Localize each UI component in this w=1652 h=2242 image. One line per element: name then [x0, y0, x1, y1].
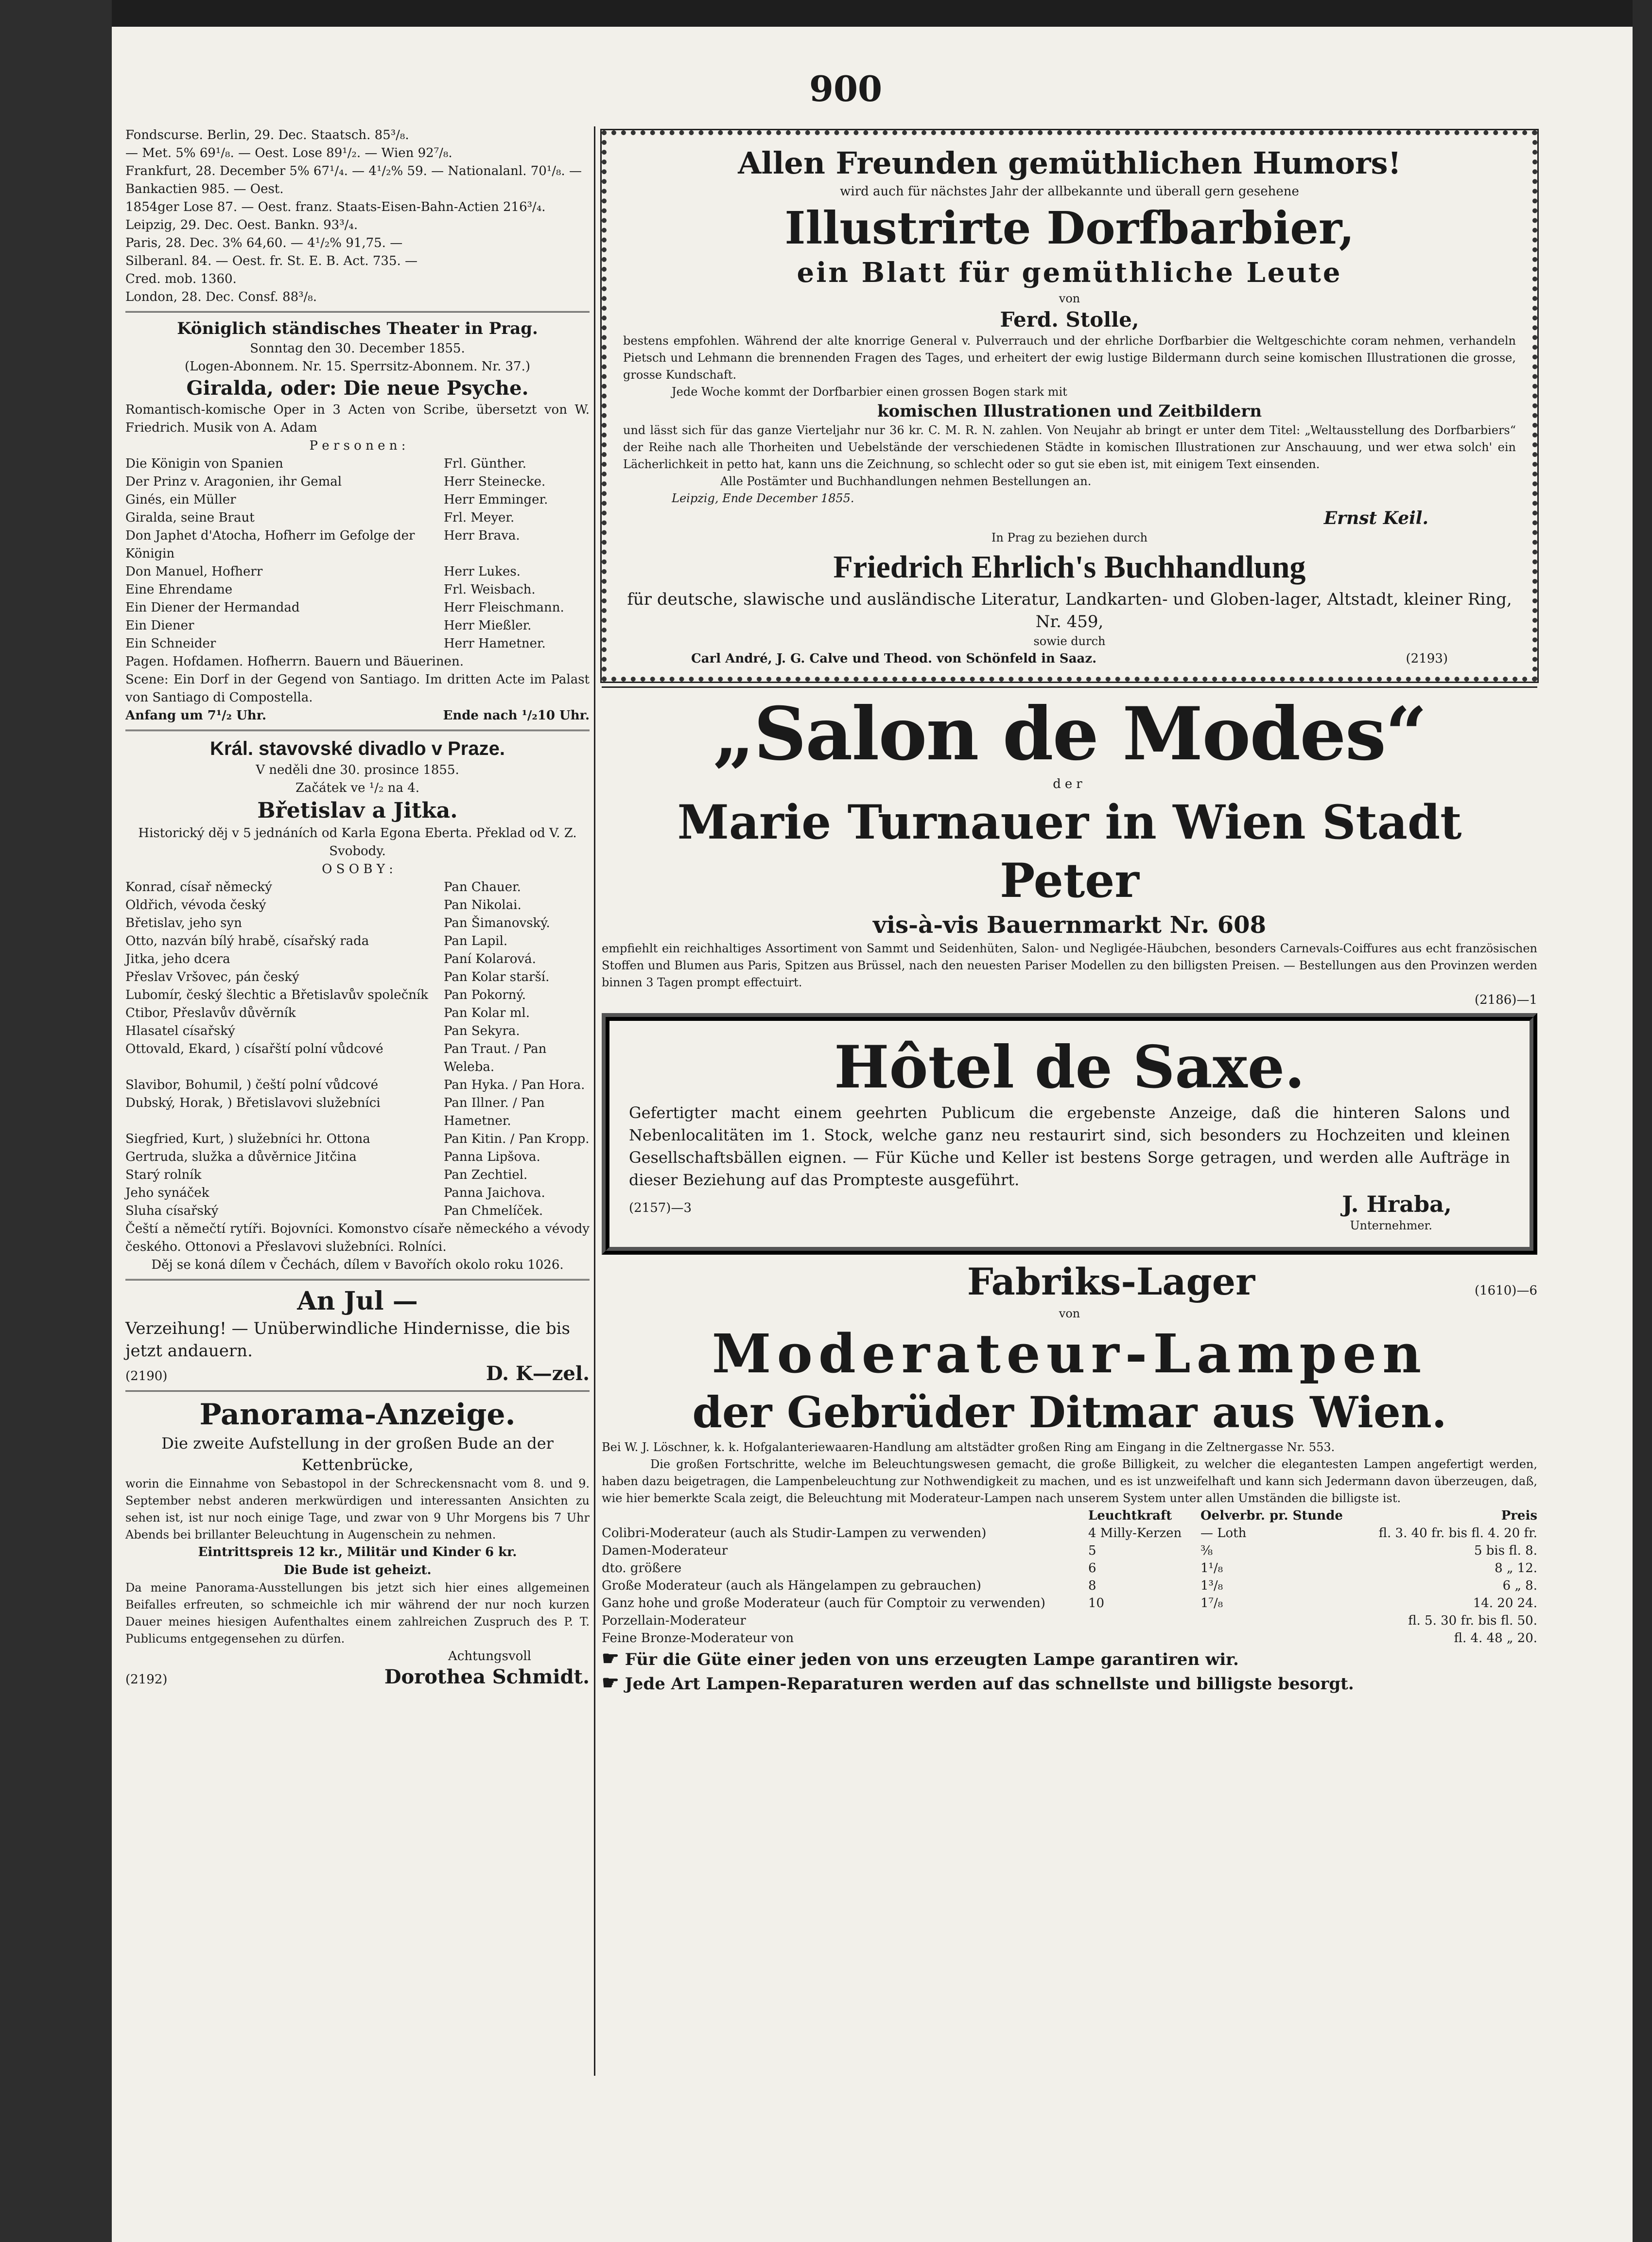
- cast-role: Ein Schneider: [125, 636, 216, 651]
- ad-text: Da meine Panorama-Ausstellungen bis jetzt sich hier eines allgemeinen Beifalles erfreuten, so schmeichle ich mir während der nur noch kurzen Dauer meines hiesigen Aufenthaltes einem zahlreichen Zuspruch des P. T. Publicums entgegensehen zu dürfen.: [125, 1581, 590, 1646]
- scan-edge-right: [1633, 0, 1652, 2242]
- lamp-name: Colibri-Moderateur (auch als Studir-Lampen zu verwenden): [602, 1526, 987, 1541]
- cast-row: [125, 1130, 590, 1148]
- play-title: Giralda, oder: Die neue Psyche.: [186, 377, 529, 400]
- cast-role: Siegfried, Kurt, ) služebníci hr. Ottona: [125, 1132, 370, 1146]
- lamp-light: [1088, 1629, 1200, 1647]
- fonds-courses: [125, 126, 590, 306]
- lamp-price: fl. 5. 30 fr. bis fl. 50.: [1408, 1613, 1537, 1628]
- page-number: 900: [809, 68, 883, 109]
- right-column: [602, 126, 1537, 1696]
- extras: Pagen. Hofdamen. Hofherrn. Bauern und Bäuerinen.: [125, 654, 464, 669]
- left-column: [125, 126, 590, 1689]
- cast-row: [125, 1076, 590, 1094]
- end-time: Ende nach ¹/₂10 Uhr.: [443, 708, 590, 723]
- cast-actor: Pan Kitin. / Pan Kropp.: [444, 1132, 590, 1146]
- cast-role: Lubomír, český šlechtic a Břetislavův společník: [125, 988, 429, 1002]
- von-label: von: [1059, 292, 1080, 305]
- lamp-light: 6: [1088, 1561, 1096, 1576]
- cast-role: Jeho synáček: [125, 1186, 209, 1200]
- table-row: [602, 1629, 1537, 1647]
- cast-row: [125, 1022, 590, 1040]
- cast-row: [125, 896, 590, 914]
- hotel-de-saxe-ad: [602, 1013, 1537, 1255]
- cast-row: [125, 563, 590, 581]
- column-divider: [594, 126, 595, 2076]
- cast-role: Hlasatel císařský: [125, 1024, 235, 1038]
- lamp-name: Ganz hohe und große Moderateur (auch für Comptoir zu verwenden): [602, 1596, 1045, 1611]
- entry-price: Eintrittspreis 12 kr., Militär und Kinder 6 kr.: [198, 1545, 517, 1559]
- signature: Ernst Keil.: [1323, 508, 1428, 528]
- theater-date: Sonntag den 30. December 1855.: [250, 341, 465, 356]
- signature: Dorothea Schmidt.: [384, 1665, 590, 1688]
- cast-role: Giralda, seine Braut: [125, 510, 255, 525]
- cast-role: Eine Ehrendame: [125, 582, 233, 597]
- scene: Scene: Ein Dorf in der Gegend von Santiago. Im dritten Acte im Palast von Santiago di Compostella.: [125, 672, 590, 705]
- cast-row: [125, 968, 590, 986]
- cast-role: Jitka, jeho dcera: [125, 952, 230, 966]
- ad-header: [602, 1259, 1537, 1305]
- fonds-line: — Met. 5% 69¹/₈. — Oest. Lose 89¹/₂. — Wien 92⁷/₈.: [125, 146, 452, 160]
- cast-actor: Herr Fleischmann.: [444, 600, 564, 615]
- cast-row: [125, 950, 590, 968]
- note-text: Jede Art Lampen-Reparaturen werden auf das schnellste und billigste besorgt.: [625, 1674, 1354, 1694]
- theater-date: V neděli dne 30. prosince 1855.: [256, 763, 459, 777]
- ad-title: Illustrirte Dorfbarbier,: [784, 202, 1355, 254]
- pointing-hand-icon: ☛: [602, 1647, 619, 1670]
- place: Děj se koná dílem v Čechách, dílem v Bavořích okolo roku 1026.: [151, 1258, 564, 1272]
- ad-sub: wird auch für nächstes Jahr der allbekannte und überall gern gesehene: [840, 184, 1299, 199]
- cast-actor: Paní Kolarová.: [444, 952, 536, 966]
- lamp-oil: — Loth: [1200, 1526, 1247, 1541]
- cast-actor: Herr Hametner.: [444, 636, 546, 651]
- signature: D. K—zel.: [486, 1362, 590, 1385]
- cast-actor: Pan Zechtiel.: [444, 1168, 528, 1182]
- lamp-light: 10: [1088, 1596, 1105, 1611]
- ad-lead: Die zweite Aufstellung in der großen Bude an der Kettenbrücke,: [161, 1434, 554, 1474]
- cast-role: Ottovald, Ekard, ) císařští polní vůdcové: [125, 1042, 383, 1056]
- col-header: Preis: [1501, 1508, 1537, 1523]
- lamp-oil: [1200, 1612, 1350, 1629]
- fonds-line: Leipzig, 29. Dec. Oest. Bankn. 93³/₄.: [125, 218, 358, 232]
- bookshop-desc: für deutsche, slawische und ausländische Literatur, Landkarten- und Globen-lager, Altstadt, kleiner Ring, Nr. 459,: [627, 590, 1512, 631]
- section-rule: [602, 686, 1537, 688]
- salon-de-modes-ad: [602, 693, 1537, 1009]
- lamp-price: 6 „ 8.: [1502, 1578, 1537, 1593]
- guarantee-note: [602, 1647, 1537, 1671]
- cast-actor: Herr Lukes.: [444, 564, 521, 579]
- lamp-oil: 1¹/₈: [1200, 1561, 1223, 1576]
- cast-actor: Pan Pokorný.: [444, 988, 526, 1002]
- cast-role: Der Prinz v. Aragonien, ihr Gemal: [125, 474, 342, 489]
- cast-row: [125, 932, 590, 950]
- cast-role: Otto, nazván bílý hrabě, císařský rada: [125, 934, 369, 948]
- lamp-oil: 1⁷/₈: [1200, 1596, 1223, 1611]
- ad-footer: [623, 650, 1516, 668]
- cast-row: [125, 617, 590, 635]
- lamp-price: 14. 20 24.: [1473, 1596, 1537, 1611]
- cast-row: [125, 599, 590, 617]
- ref-number: (2186)—1: [1475, 993, 1537, 1007]
- section-rule: [125, 1279, 590, 1280]
- dorfbarbier-ad: [602, 130, 1537, 682]
- cast-actor: Panna Jaichova.: [444, 1186, 545, 1200]
- lamp-light: 4 Milly-Kerzen: [1088, 1526, 1182, 1541]
- cast-role: Dubský, Horak, ) Břetislavovi služebníci: [125, 1096, 381, 1110]
- lamp-name: Feine Bronze-Moderateur von: [602, 1631, 794, 1646]
- ad-text: bestens empfohlen. Während der alte knorrige General v. Pulverrauch und der ehrliche Dorfbarbier die Weltgeschichte coram nehmen, verhandeln Pietsch und Lehmann die brennenden Fragen des Tages, und erheitert der ewig lustige Bildermann durch seine komischen Illustrationen die grosse, grosse Kundschaft.: [623, 334, 1516, 382]
- cast-role: Ctibor, Přeslavův důvěrník: [125, 1006, 296, 1020]
- cast-actor: Pan Šimanovský.: [444, 916, 550, 930]
- theater-abo: (Logen-Abonnem. Nr. 15. Sperrsitz-Abonnem. Nr. 37.): [185, 359, 530, 374]
- table-row: [602, 1559, 1537, 1577]
- von-label: von: [1059, 1307, 1080, 1320]
- theater-czech: [125, 736, 590, 1274]
- ad-text: empfiehlt ein reichhaltiges Assortiment von Sammt und Seidenhüten, Salon- und Negligée-Häubchen, besonders Carnevals-Coiffures aus echt französischen Stoffen und Blumen aus Paris, Spitzen aus Brüssel, nach den neuesten Pariser Modellen zu den billigsten Preisen. — Bestellungen aus den Provinzen werden binnen 3 Tagen prompt effectuirt.: [602, 942, 1537, 989]
- cast-role: Gertruda, služka a důvěrnice Jitčina: [125, 1150, 357, 1164]
- cast-row: [125, 455, 590, 473]
- cast-actor: Pan Chmelíček.: [444, 1204, 543, 1218]
- cast-actor: Pan Illner. / Pan Hametner.: [444, 1096, 545, 1128]
- cast-row: [125, 491, 590, 509]
- sowie-label: sowie durch: [1033, 634, 1106, 648]
- ad-title: Fabriks-Lager: [967, 1260, 1255, 1303]
- cast-role: Ein Diener: [125, 618, 194, 633]
- cast-actor: Herr Brava.: [444, 528, 520, 543]
- fonds-line: Paris, 28. Dec. 3% 64,60. — 4¹/₂% 91,75. —: [125, 236, 403, 250]
- address: vis-à-vis Bauernmarkt Nr. 608: [873, 911, 1266, 939]
- ad-text: und lässt sich für das ganze Vierteljahr nur 36 kr. C. M. R. N. zahlen. Von Neujahr ab bringt er unter dem Titel: „Weltausstellung des Dorfbarbiers“ der Reihe nach alle Thorheiten und Uebelstände der verschiedenen Städte in komischen Illustrationen zur Anschauung, und wer etwa solch' ein Lächerlichkeit in petto hat, kann uns die Zeichnung, so schlecht oder so gut sie eben ist, mit einigem Text einsenden.: [623, 423, 1516, 471]
- ref-number: (1610)—6: [1475, 1283, 1537, 1298]
- theater-german: [125, 317, 590, 725]
- ad-title: Hôtel de Saxe.: [834, 1033, 1305, 1102]
- cast-actor: Pan Kolar starší.: [444, 970, 550, 984]
- theater-title: Král. stavovské divadlo v Praze.: [210, 738, 505, 759]
- cast-role: Starý rolník: [125, 1168, 202, 1182]
- cast-row: [125, 527, 590, 563]
- col-header: Oelverbr. pr. Stunde: [1200, 1508, 1343, 1523]
- cast-row: [125, 914, 590, 932]
- lamp-name: dto. größere: [602, 1561, 682, 1576]
- ad-text: worin die Einnahme von Sebastopol in der Schreckensnacht vom 8. und 9. September nebst anderen merkwürdigen und interessanten Ansichten zu sehen ist, ist nur noch einige Tage, und zwar von 9 Uhr Morgens bis 7 Uhr Abends bei brillanter Beleuchtung in Augenschein zu nehmen.: [125, 1477, 590, 1541]
- cast-row: [125, 581, 590, 599]
- repair-note: [602, 1671, 1537, 1696]
- pointing-hand-icon: ☛: [602, 1671, 619, 1694]
- notice-title: An Jul —: [297, 1286, 418, 1316]
- cast-row: [125, 473, 590, 491]
- lamp-light: 5: [1088, 1543, 1096, 1558]
- ad-text: Jede Woche kommt der Dorfbarbier einen grossen Bogen stark mit: [672, 385, 1067, 399]
- cast-actor: Pan Nikolai.: [444, 898, 522, 912]
- notice-an-jul: [125, 1285, 590, 1385]
- lamp-price: 5 bis fl. 8.: [1474, 1543, 1537, 1558]
- cast-actor: Pan Traut. / Pan Weleba.: [444, 1042, 547, 1074]
- cast-heading: P e r s o n e n :: [309, 438, 406, 453]
- cast-row: [125, 1094, 590, 1130]
- scan-edge-top: [0, 0, 1652, 27]
- cast-list: [125, 455, 590, 653]
- notice-footer: [125, 1362, 590, 1385]
- theater-title: Königlich ständisches Theater in Prag.: [177, 319, 538, 338]
- lamp-name: Damen-Moderateur: [602, 1543, 728, 1558]
- col-header: Leuchtkraft: [1088, 1508, 1172, 1523]
- regards: Achtungsvoll: [448, 1649, 531, 1664]
- fonds-line: 1854ger Lose 87. — Oest. franz. Staats-Eisen-Bahn-Actien 216³/₄.: [125, 200, 546, 214]
- cast-row: [125, 509, 590, 527]
- ad-footer: [125, 1665, 590, 1689]
- cast-role: Konrad, císař německý: [125, 880, 272, 894]
- cast-actor: Herr Mießler.: [444, 618, 532, 633]
- table-row: [602, 1542, 1537, 1559]
- moderateur-lampen-ad: [602, 1259, 1537, 1696]
- show-times: [125, 707, 590, 725]
- play-description: Historický děj v 5 jednáních od Karla Egona Eberta. Překlad od V. Z. Svobody.: [138, 826, 577, 858]
- signature: J. Hraba,: [1342, 1191, 1452, 1217]
- cast-row: [125, 878, 590, 896]
- lamp-name: Porzellain-Moderateur: [602, 1613, 746, 1628]
- table-row: [602, 1594, 1537, 1612]
- cast-role: Přeslav Vršovec, pán český: [125, 970, 299, 984]
- cast-heading: O S O B Y :: [322, 862, 393, 876]
- lamp-light: [1088, 1612, 1200, 1629]
- cast-role: Ginés, ein Müller: [125, 492, 236, 507]
- section-rule: [125, 1390, 590, 1392]
- prague-note: In Prag zu beziehen durch: [991, 531, 1148, 544]
- maker-name: der Gebrüder Ditmar aus Wien.: [692, 1387, 1447, 1437]
- ad-address: Bei W. J. Löschner, k. k. Hofgalanteriewaaren-Handlung am altstädter großen Ring am Eingang in die Zeltnergasse Nr. 553.: [602, 1440, 1335, 1454]
- cast-role: Oldřich, vévoda český: [125, 898, 266, 912]
- ref-number: (2193): [1406, 651, 1448, 666]
- cast-actor: Frl. Günther.: [444, 456, 526, 471]
- cast-actor: Panna Lipšova.: [444, 1150, 540, 1164]
- cast-actor: Frl. Weisbach.: [444, 582, 536, 597]
- signer-role: Unternehmer.: [1350, 1219, 1432, 1232]
- ad-text: Alle Postämter und Buchhandlungen nehmen Bestellungen an.: [720, 474, 1092, 488]
- extras: Čeští a němečtí rytíři. Bojovníci. Komonstvo císaře německého a vévody českého. Ottonovi a Přeslavovi služebníci. Rolníci.: [125, 1222, 590, 1254]
- notice-text: Verzeihung! — Unüberwindliche Hindernisse, die bis jetzt andauern.: [125, 1319, 570, 1361]
- other-shops: Carl André, J. G. Calve und Theod. von Schönfeld in Saaz.: [691, 651, 1097, 666]
- ref-number: (2190): [125, 1369, 168, 1384]
- cast-row: [125, 635, 590, 653]
- cast-row: [125, 1166, 590, 1184]
- start-time: Anfang um 7¹/₂ Uhr.: [125, 708, 267, 723]
- cast-actor: Herr Steinecke.: [444, 474, 546, 489]
- lamp-price: fl. 4. 48 „ 20.: [1454, 1631, 1537, 1646]
- cast-role: Die Königin von Spanien: [125, 456, 283, 471]
- ref-number: (2157)—3: [629, 1201, 692, 1215]
- section-rule: [125, 311, 590, 313]
- fonds-line: Fondscurse. Berlin, 29. Dec. Staatsch. 85³/₈.: [125, 128, 409, 142]
- cast-row: [125, 1202, 590, 1220]
- scan-edge-left: [0, 0, 112, 2242]
- note-text: Für die Güte einer jeden von uns erzeugten Lampe garantiren wir.: [625, 1650, 1239, 1669]
- cast-role: Don Japhet d'Atocha, Hofherr im Gefolge der Königin: [125, 528, 415, 561]
- cast-role: Don Manuel, Hofherr: [125, 564, 263, 579]
- play-description: Romantisch-komische Oper in 3 Acten von Scribe, übersetzt von W. Friedrich. Musik von A. Adam: [125, 403, 590, 435]
- cast-row: [125, 1040, 590, 1076]
- ad-title: Panorama-Anzeige.: [199, 1398, 516, 1432]
- heated-note: Die Bude ist geheizt.: [283, 1563, 432, 1577]
- cast-actor: Pan Kolar ml.: [444, 1006, 530, 1020]
- cast-list: [125, 878, 590, 1220]
- cast-row: [125, 1004, 590, 1022]
- lamp-price: 8 „ 12.: [1495, 1561, 1537, 1576]
- author: Ferd. Stolle,: [1000, 308, 1139, 332]
- cast-actor: Pan Sekyra.: [444, 1024, 520, 1038]
- ref-number: (2192): [125, 1672, 168, 1687]
- play-title: Břetislav a Jitka.: [257, 798, 458, 823]
- ad-footer: [629, 1191, 1510, 1217]
- cast-role: Sluha císařský: [125, 1204, 219, 1218]
- ad-text: Die großen Fortschritte, welche im Beleuchtungswesen gemacht, die große Billigkeit, zu welcher die elegantesten Lampen angefertigt werden, haben dazu beigetragen, die Lampenbeleuchtung zur Nothwendigkeit zu machen, und es ist unzweifelhaft und kann sich Jedermann davon überzeugen, daß, wie hier bemerkte Scala zeigt, die Beleuchtung mit Moderateur-Lampen nach unserem System unter allen Umständen die billigste ist.: [602, 1457, 1537, 1505]
- table-header: [602, 1507, 1537, 1524]
- price-table: [602, 1507, 1537, 1647]
- cast-actor: Pan Lapil.: [444, 934, 508, 948]
- panorama-ad: [125, 1397, 590, 1689]
- fonds-line: Frankfurt, 28. December 5% 67¹/₄. — 4¹/₂% 59. — Nationalanl. 70¹/₈. — Bankactien 985. — Oest.: [125, 164, 582, 196]
- ad-headline: Allen Freunden gemüthlichen Humors!: [738, 145, 1401, 181]
- product-name: Moderateur-Lampen: [712, 1322, 1427, 1385]
- lamp-oil: ⅜: [1200, 1543, 1213, 1558]
- cast-role: Břetislav, jeho syn: [125, 916, 242, 930]
- ad-tagline: ein Blatt für gemüthliche Leute: [797, 257, 1342, 289]
- ad-title: „Salon de Modes“: [713, 691, 1426, 777]
- cast-row: [125, 986, 590, 1004]
- start-time: Začátek ve ¹/₂ na 4.: [295, 781, 419, 795]
- lamp-light: 8: [1088, 1578, 1096, 1593]
- der-label: der: [1053, 777, 1086, 791]
- section-rule: [125, 730, 590, 731]
- ad-bold: komischen Illustrationen und Zeitbildern: [877, 402, 1262, 421]
- fonds-line: Cred. mob. 1360.: [125, 272, 237, 286]
- ad-date: Leipzig, Ende December 1855.: [672, 491, 854, 505]
- lamp-price: fl. 3. 40 fr. bis fl. 4. 20 fr.: [1378, 1526, 1537, 1541]
- table-row: [602, 1612, 1537, 1629]
- lamp-oil: 1³/₈: [1200, 1578, 1223, 1593]
- cast-actor: Herr Emminger.: [444, 492, 548, 507]
- cast-row: [125, 1148, 590, 1166]
- cast-actor: Frl. Meyer.: [444, 510, 515, 525]
- cast-row: [125, 1184, 590, 1202]
- cast-actor: Pan Chauer.: [444, 880, 521, 894]
- bookshop-name: Friedrich Ehrlich's Buchhandlung: [833, 549, 1306, 585]
- owner-name: Marie Turnauer in Wien Stadt Peter: [677, 795, 1462, 908]
- fonds-line: London, 28. Dec. Consf. 88³/₈.: [125, 290, 317, 304]
- ad-text: Gefertigter macht einem geehrten Publicum die ergebenste Anzeige, daß die hinteren Salons und Nebenlocalitäten im 1. Stock, welche ganz neu restaurirt sind, sich besonders zu Hochzeiten und kleinen Gesellschaftsbällen eignen. — Für Küche und Keller ist bestens Sorge getragen, und werden alle Aufträge in dieser Beziehung auf das Prompteste ausgeführt.: [629, 1103, 1510, 1189]
- fonds-line: Silberanl. 84. — Oest. fr. St. E. B. Act. 735. —: [125, 254, 418, 268]
- cast-actor: Pan Hyka. / Pan Hora.: [444, 1078, 585, 1092]
- lamp-oil: [1200, 1629, 1350, 1647]
- lamp-name: Große Moderateur (auch als Hängelampen zu gebrauchen): [602, 1578, 981, 1593]
- cast-role: Slavibor, Bohumil, ) čeští polní vůdcové: [125, 1078, 379, 1092]
- table-row: [602, 1577, 1537, 1594]
- cast-role: Ein Diener der Hermandad: [125, 600, 300, 615]
- table-row: [602, 1524, 1537, 1542]
